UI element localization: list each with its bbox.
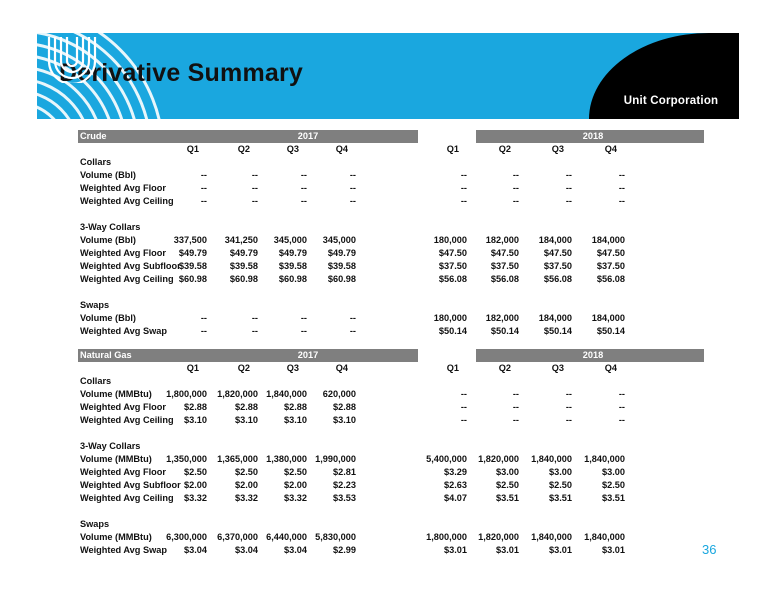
value-cell: -- [300,183,307,193]
value-cell: -- [618,402,625,412]
row-label: Weighted Avg Ceiling [80,196,174,206]
table-row [78,182,704,195]
value-cell: -- [512,415,519,425]
row-label: Weighted Avg Swap [80,326,167,336]
value-cell: $50.14 [438,326,467,336]
table-row [78,273,704,286]
value-cell: 180,000 [433,313,467,323]
quarter-label: Q4 [604,144,617,154]
value-cell: -- [565,183,572,193]
value-cell: $2.00 [184,480,207,490]
value-cell: 1,840,000 [584,454,625,464]
value-cell: 337,500 [173,235,207,245]
value-cell: 184,000 [591,235,625,245]
row-label: Volume (Bbl) [80,170,136,180]
row-label: Volume (MMBtu) [80,389,152,399]
value-cell: -- [200,196,207,206]
value-cell: 1,365,000 [217,454,258,464]
value-cell: 345,000 [273,235,307,245]
year-2018: 2018 [582,350,604,360]
value-cell: $50.14 [543,326,572,336]
value-cell: $3.00 [549,467,572,477]
value-cell: 1,350,000 [166,454,207,464]
company-name: Unit Corporation [623,95,719,107]
value-cell: $2.23 [333,480,356,490]
value-cell: 1,820,000 [478,532,519,542]
value-cell: $37.50 [543,261,572,271]
row-label: Weighted Avg Ceiling [80,493,174,503]
value-cell: $3.32 [235,493,258,503]
table-row [78,208,704,221]
value-cell: $56.08 [490,274,519,284]
row-label: Volume (Bbl) [80,235,136,245]
value-cell: $3.51 [496,493,519,503]
section-name: Natural Gas [80,350,132,360]
value-cell: -- [251,170,258,180]
value-cell: -- [200,313,207,323]
value-cell: $3.32 [284,493,307,503]
year-2017: 2017 [297,350,319,360]
value-cell: $3.10 [284,415,307,425]
value-cell: -- [512,183,519,193]
value-cell: -- [200,183,207,193]
value-cell: $3.04 [235,545,258,555]
value-cell: $3.53 [333,493,356,503]
value-cell: $2.50 [184,467,207,477]
table-row [78,518,704,531]
value-cell: -- [460,196,467,206]
value-cell: $60.98 [278,274,307,284]
value-cell: $56.08 [596,274,625,284]
value-cell: $2.00 [235,480,258,490]
table-row [78,492,704,505]
value-cell: -- [512,170,519,180]
value-cell: $3.51 [549,493,572,503]
value-cell: -- [618,196,625,206]
row-label: Weighted Avg Swap [80,545,167,555]
value-cell: 5,400,000 [426,454,467,464]
row-label: Collars [80,157,112,167]
value-cell: $37.50 [596,261,625,271]
quarter-label: Q3 [551,144,564,154]
row-label: Weighted Avg Subfloor [80,261,181,271]
value-cell: 1,840,000 [266,389,307,399]
value-cell: -- [349,183,356,193]
value-cell: -- [565,389,572,399]
quarter-label: Q2 [237,144,250,154]
value-cell: $56.08 [543,274,572,284]
value-cell: 6,440,000 [266,532,307,542]
value-cell: $3.04 [284,545,307,555]
value-cell: $2.50 [284,467,307,477]
table-row [78,325,704,338]
row-label: 3-Way Collars [80,441,141,451]
value-cell: 1,840,000 [531,454,572,464]
value-cell: -- [300,170,307,180]
value-cell: $2.88 [333,402,356,412]
value-cell: -- [565,196,572,206]
value-cell: -- [200,326,207,336]
value-cell: $2.50 [549,480,572,490]
value-cell: $3.32 [184,493,207,503]
table-row [78,440,704,453]
value-cell: $2.99 [333,545,356,555]
table-row [78,247,704,260]
value-cell: $3.00 [496,467,519,477]
value-cell: -- [251,183,258,193]
table-row [78,427,704,440]
section-name: Crude [80,131,107,141]
quarter-label: Q3 [286,363,299,373]
row-label: Weighted Avg Floor [80,467,166,477]
value-cell: $2.50 [235,467,258,477]
value-cell: -- [251,196,258,206]
value-cell: -- [300,326,307,336]
value-cell: 5,830,000 [315,532,356,542]
value-cell: -- [300,313,307,323]
value-cell: 1,380,000 [266,454,307,464]
value-cell: -- [460,389,467,399]
section-header [78,130,704,143]
value-cell: -- [512,402,519,412]
value-cell: -- [460,170,467,180]
header-gap [418,349,476,362]
value-cell: 6,370,000 [217,532,258,542]
quarter-label: Q2 [498,144,511,154]
value-cell: -- [251,313,258,323]
row-label: Weighted Avg Subfloor [80,480,181,490]
quarter-label: Q1 [446,144,459,154]
table-row [78,286,704,299]
value-cell: -- [618,389,625,399]
value-cell: -- [618,183,625,193]
value-cell: 180,000 [433,235,467,245]
table-row [78,531,704,544]
table-row [78,156,704,169]
value-cell: 620,000 [322,389,356,399]
value-cell: $2.00 [284,480,307,490]
value-cell: 1,840,000 [531,532,572,542]
value-cell: $2.88 [235,402,258,412]
value-cell: -- [565,415,572,425]
unit-logo-icon [37,33,107,83]
table-row [78,299,704,312]
row-label: Swaps [80,519,110,529]
value-cell: $3.04 [184,545,207,555]
value-cell: $37.50 [438,261,467,271]
value-cell: $4.07 [444,493,467,503]
value-cell: -- [565,402,572,412]
value-cell: $39.58 [229,261,258,271]
year-2018: 2018 [582,131,604,141]
value-cell: -- [618,415,625,425]
value-cell: $2.88 [184,402,207,412]
quarter-label: Q2 [237,363,250,373]
row-label: Collars [80,376,112,386]
value-cell: $60.98 [229,274,258,284]
value-cell: $3.10 [235,415,258,425]
quarter-label: Q3 [286,144,299,154]
table-row [78,388,704,401]
value-cell: -- [565,170,572,180]
value-cell: $60.98 [327,274,356,284]
value-cell: -- [251,326,258,336]
value-cell: 184,000 [591,313,625,323]
quarter-header-row [78,362,704,375]
quarter-label: Q3 [551,363,564,373]
value-cell: 1,840,000 [584,532,625,542]
value-cell: 345,000 [322,235,356,245]
table-row [78,375,704,388]
table-row [78,401,704,414]
value-cell: 1,990,000 [315,454,356,464]
value-cell: 1,800,000 [166,389,207,399]
row-label: Weighted Avg Ceiling [80,415,174,425]
value-cell: $3.10 [333,415,356,425]
value-cell: $3.01 [602,545,625,555]
value-cell: -- [460,183,467,193]
value-cell: $49.79 [278,248,307,258]
value-cell: $3.01 [444,545,467,555]
value-cell: $3.01 [496,545,519,555]
value-cell: -- [349,196,356,206]
table-row [78,466,704,479]
value-cell: $49.79 [178,248,207,258]
value-cell: -- [300,196,307,206]
value-cell: 6,300,000 [166,532,207,542]
row-label: Weighted Avg Floor [80,402,166,412]
value-cell: $2.63 [444,480,467,490]
value-cell: $37.50 [490,261,519,271]
value-cell: -- [460,402,467,412]
value-cell: 182,000 [485,235,519,245]
quarter-label: Q1 [186,363,199,373]
value-cell: 184,000 [538,313,572,323]
row-label: Weighted Avg Floor [80,183,166,193]
value-cell: 1,820,000 [217,389,258,399]
row-label: Volume (Bbl) [80,313,136,323]
value-cell: 1,820,000 [478,454,519,464]
table-row [78,312,704,325]
quarter-label: Q4 [604,363,617,373]
value-cell: 1,800,000 [426,532,467,542]
row-label: 3-Way Collars [80,222,141,232]
value-cell: $47.50 [596,248,625,258]
value-cell: -- [618,170,625,180]
value-cell: -- [512,389,519,399]
value-cell: $47.50 [543,248,572,258]
value-cell: $39.58 [278,261,307,271]
page-number: 36 [702,542,717,557]
value-cell: -- [512,196,519,206]
table-row [78,479,704,492]
value-cell: $50.14 [490,326,519,336]
value-cell: $39.58 [178,261,207,271]
value-cell: $49.79 [327,248,356,258]
quarter-label: Q4 [335,144,348,154]
value-cell: $47.50 [490,248,519,258]
value-cell: $39.58 [327,261,356,271]
value-cell: $3.51 [602,493,625,503]
table-row [78,260,704,273]
table-row [78,414,704,427]
value-cell: -- [460,415,467,425]
table-row [78,453,704,466]
quarter-label: Q4 [335,363,348,373]
quarter-label: Q1 [186,144,199,154]
table-row [78,505,704,518]
title-banner [37,33,739,119]
value-cell: $3.01 [549,545,572,555]
value-cell: $47.50 [438,248,467,258]
value-cell: -- [200,170,207,180]
row-label: Volume (MMBtu) [80,532,152,542]
value-cell: $50.14 [596,326,625,336]
page-title: Derivative Summary [59,59,304,87]
section-header [78,349,704,362]
value-cell: $3.00 [602,467,625,477]
table-row [78,221,704,234]
value-cell: $3.29 [444,467,467,477]
value-cell: $2.50 [602,480,625,490]
value-cell: $2.88 [284,402,307,412]
table-row [78,544,704,557]
value-cell: 182,000 [485,313,519,323]
quarter-label: Q1 [446,363,459,373]
value-cell: $2.50 [496,480,519,490]
row-label: Volume (MMBtu) [80,454,152,464]
quarter-header-row [78,143,704,156]
value-cell: -- [349,313,356,323]
quarter-label: Q2 [498,363,511,373]
value-cell: $56.08 [438,274,467,284]
value-cell: -- [349,170,356,180]
year-2017: 2017 [297,131,319,141]
value-cell: $3.10 [184,415,207,425]
row-label: Weighted Avg Ceiling [80,274,174,284]
value-cell: $60.98 [178,274,207,284]
value-cell: -- [349,326,356,336]
value-cell: $2.81 [333,467,356,477]
table-row [78,169,704,182]
value-cell: 184,000 [538,235,572,245]
value-cell: 341,250 [224,235,258,245]
row-label: Swaps [80,300,110,310]
table-row [78,234,704,247]
table-row [78,195,704,208]
row-label: Weighted Avg Floor [80,248,166,258]
header-gap [418,130,476,143]
value-cell: $49.79 [229,248,258,258]
